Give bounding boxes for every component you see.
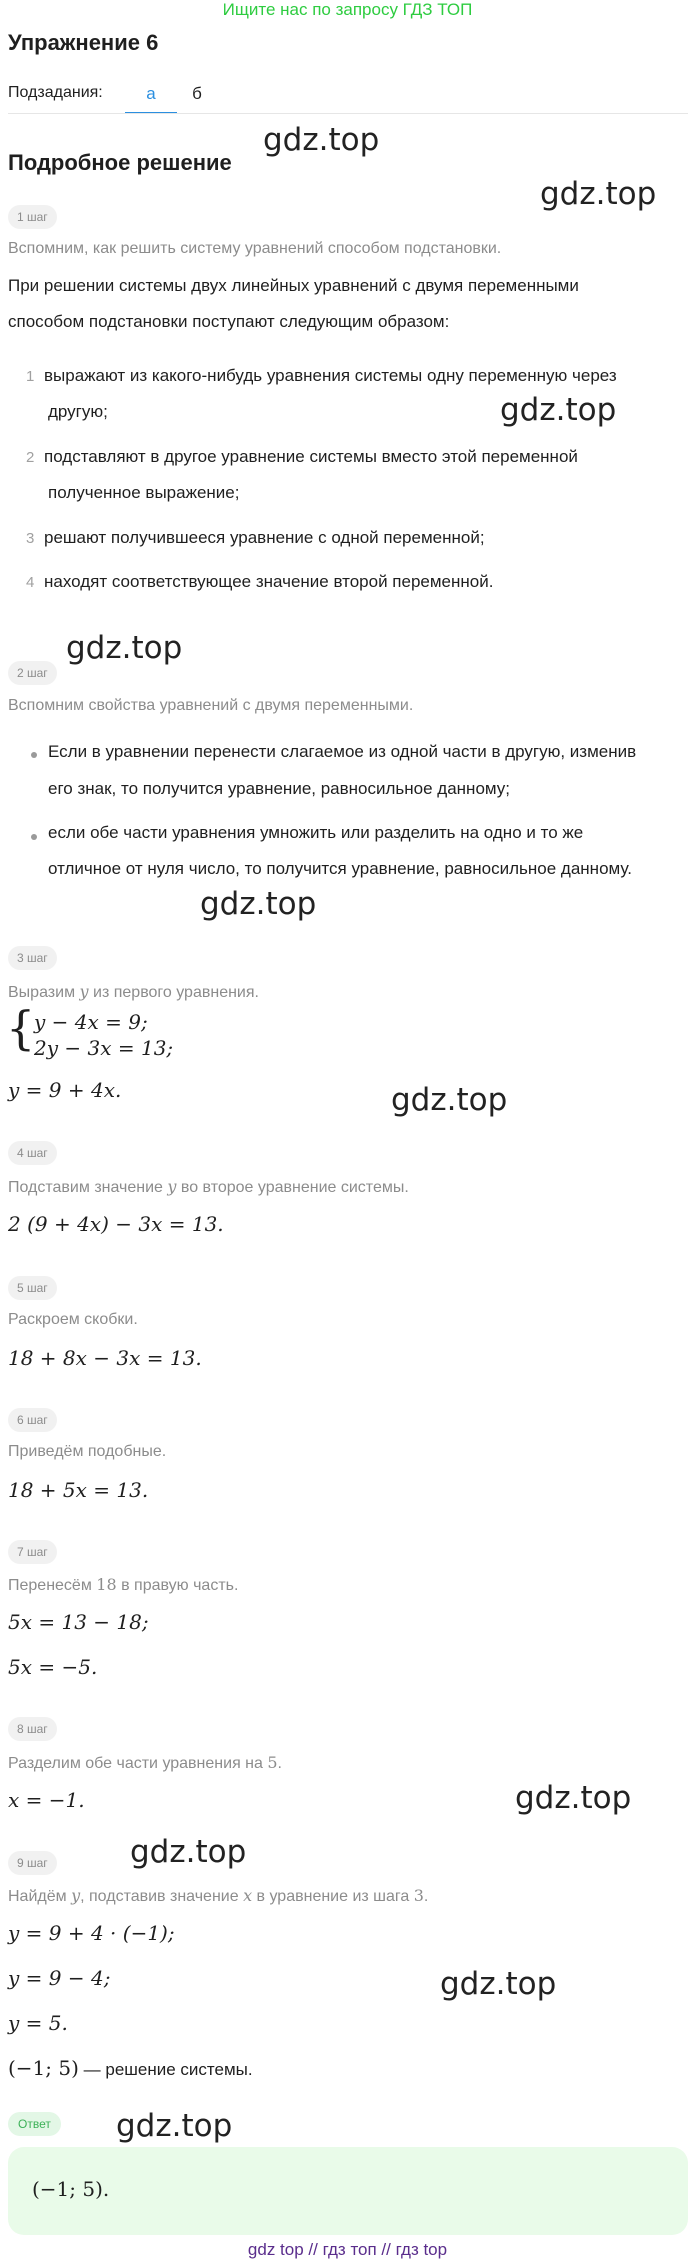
page-title: Упражнение 6 [8,30,159,55]
answer-badge: Ответ [8,2112,61,2136]
watermark: gdz.top [263,122,380,158]
intro-text: Подставим значение [8,1179,168,1196]
list-item: находят соответствующее значение второй переменной. [44,572,494,591]
variable: y [71,1886,81,1905]
bullet [31,834,37,840]
watermark: gdz.top [200,886,317,922]
list-item: подставляют в другое уравнение системы вместо этой переменной [44,447,578,466]
system-equation: 2y − 3x = 13; [34,1036,174,1060]
equation: 2 (9 + 4x) − 3x = 13. [8,1212,224,1236]
solution-line [8,2056,253,2080]
intro-text: Разделим обе части уравнения на [8,1755,268,1772]
answer-box [8,2147,688,2235]
list-item: отличное от нуля число, то получится уравнение, равносильное данному. [48,859,632,878]
step-intro [8,1753,282,1773]
intro-text: в правую часть. [116,1577,239,1594]
list-item: его знак, то получится уравнение, равносильное данному; [48,779,510,798]
equation: y = 9 + 4 · (−1); [8,1921,175,1945]
list-item: другую; [48,402,108,421]
tab-b[interactable]: б [192,84,202,103]
watermark: gdz.top [540,176,657,212]
intro-text: . [423,1888,429,1905]
equation: 18 + 5x = 13. [8,1478,149,1502]
footer-links[interactable]: gdz top // гдз топ // гдз top [247,2240,448,2259]
step-badge: 1 шаг [8,205,57,229]
step-badge: 6 шаг [8,1408,57,1432]
list-number: 2 [26,449,35,466]
step-intro [8,1575,238,1595]
step-badge: 3 шаг [8,946,57,970]
equation: y = 9 − 4; [8,1966,111,1990]
list-number: 3 [26,530,35,547]
section-title: Подробное решение [8,150,232,175]
intro-text: Перенесём [8,1577,97,1594]
intro-text: во второе уравнение системы. [176,1179,409,1196]
equation: y = 9 + 4x. [8,1078,122,1102]
step-badge: 8 шаг [8,1717,57,1741]
list-number: 1 [26,368,35,385]
list-item: полученное выражение; [48,483,240,502]
step-badge: 7 шаг [8,1540,57,1564]
variable: y [79,982,89,1001]
tab-a[interactable]: а [125,76,177,114]
step-badge: 4 шаг [8,1141,57,1165]
step-text: При решении системы двух линейных уравнений с двумя переменными [8,276,579,295]
solution-text: — решение системы. [78,2060,253,2079]
variable: x [243,1886,253,1905]
list-item: выражают из какого-нибудь уравнения системы одну переменную через [44,366,617,385]
watermark: gdz.top [440,1966,557,2002]
watermark: gdz.top [66,630,183,666]
equation: 5x = 13 − 18; [8,1610,149,1634]
step-intro: Приведём подобные. [8,1443,167,1460]
watermark: gdz.top [515,1780,632,1816]
equation: 5x = −5. [8,1655,98,1679]
watermark: gdz.top [116,2108,233,2144]
intro-text: Выразим [8,984,80,1001]
step-text: способом подстановки поступают следующим образом: [8,312,450,331]
list-item: если обе части уравнения умножить или разделить на одно и то же [48,823,584,842]
intro-text: Найдём [8,1888,72,1905]
equation: x = −1. [8,1788,85,1812]
step-intro: Раскроем скобки. [8,1311,138,1328]
solution-math: (−1; 5) [8,2056,79,2080]
top-banner[interactable]: Ищите нас по запросу ГДЗ ТОП [222,0,473,19]
intro-text: из первого уравнения. [88,984,259,1001]
step-intro: Вспомним свойства уравнений с двумя переменными. [8,697,414,714]
step-intro [8,1177,409,1197]
divider [8,113,688,114]
number: 18 [96,1575,117,1594]
number: 3 [413,1886,424,1905]
intro-text: , подставив значение [80,1888,244,1905]
step-intro: Вспомним, как решить систему уравнений способом подстановки. [8,240,502,257]
bullet [31,752,37,758]
variable: y [167,1177,177,1196]
step-badge: 9 шаг [8,1851,57,1875]
step-intro [8,982,259,1002]
list-item: Если в уравнении перенести слагаемое из одной части в другую, изменив [48,742,637,761]
system-brace: { [6,1001,36,1055]
equation: 18 + 8x − 3x = 13. [8,1346,202,1370]
list-item: решают получившееся уравнение с одной переменной; [44,528,485,547]
intro-text: . [277,1755,282,1772]
step-badge: 5 шаг [8,1276,57,1300]
list-number: 4 [26,574,35,591]
system-equation: y − 4x = 9; [34,1010,148,1034]
intro-text: в уравнение из шага [252,1888,414,1905]
watermark: gdz.top [391,1082,508,1118]
subtasks-label: Подзадания: [8,84,103,101]
watermark: gdz.top [130,1834,247,1870]
step-badge: 2 шаг [8,661,57,685]
equation: y = 5. [8,2011,68,2035]
watermark: gdz.top [500,392,617,428]
step-intro [8,1886,428,1906]
answer-value: (−1; 5). [32,2177,110,2201]
number: 5 [267,1753,278,1772]
